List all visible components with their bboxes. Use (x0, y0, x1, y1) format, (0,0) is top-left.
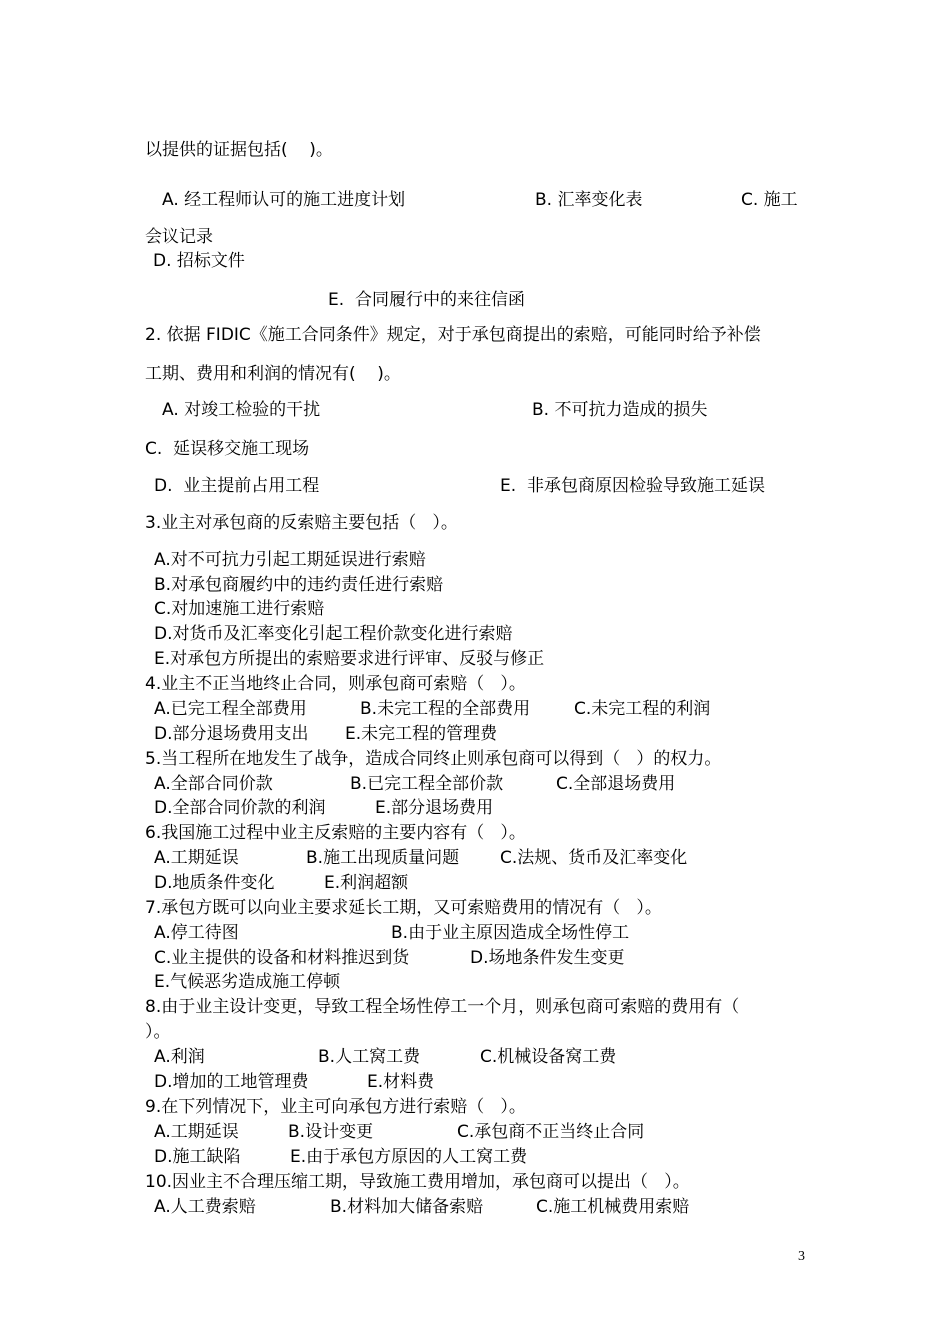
q7-option-d: D.场地条件发生变更 (470, 948, 625, 968)
q2-option-c: C. 延误移交施工现场 (145, 439, 310, 459)
q2-stem-line1: 2. 依据 FIDIC《施工合同条件》规定，对于承包商提出的索赔，可能同时给予补偿 (145, 325, 761, 345)
q2-option-d: D. 业主提前占用工程 (154, 476, 320, 496)
q3-option-c: C.对加速施工进行索赔 (154, 599, 325, 619)
q10-option-a: A.人工费索赔 (154, 1197, 256, 1217)
q4-option-a: A.已完工程全部费用 (154, 699, 307, 719)
q5-option-d: D.全部合同价款的利润 (154, 798, 326, 818)
q4-option-b: B.未完工程的全部费用 (360, 699, 531, 719)
q2-option-a: A. 对竣工检验的干扰 (162, 400, 321, 420)
q5-option-e: E.部分退场费用 (375, 798, 494, 818)
q1-stem-tail: 以提供的证据包括( )。 (145, 140, 333, 160)
q3-option-a: A.对不可抗力引起工期延误进行索赔 (154, 550, 426, 570)
q3-option-e: E.对承包方所提出的索赔要求进行评审、反驳与修正 (154, 649, 545, 669)
q5-option-b: B.已完工程全部价款 (350, 774, 504, 794)
q9-option-a: A.工期延误 (154, 1122, 239, 1142)
q7-option-a: A.停工待图 (154, 923, 239, 943)
q9-option-b: B.设计变更 (288, 1122, 374, 1142)
q4-option-d: D.部分退场费用支出 (154, 724, 309, 744)
q8-stem-line1: 8.由于业主设计变更，导致工程全场性停工一个月，则承包商可索赔的费用有（ (145, 997, 740, 1017)
q4-option-c: C.未完工程的利润 (574, 699, 711, 719)
q2-option-b: B. 不可抗力造成的损失 (532, 400, 708, 420)
q1-option-a: A. 经工程师认可的施工进度计划 (162, 190, 406, 210)
q2-stem-line2: 工期、费用和利润的情况有( )。 (145, 364, 401, 384)
q1-option-c: C. 施工 (741, 190, 798, 210)
q8-stem-line2: ）。 (145, 1022, 171, 1042)
q5-option-c: C.全部退场费用 (556, 774, 676, 794)
q6-option-b: B.施工出现质量问题 (306, 848, 460, 868)
q4-option-e: E.未完工程的管理费 (345, 724, 498, 744)
q1-option-b: B. 汇率变化表 (535, 190, 643, 210)
q2-option-e: E. 非承包商原因检验导致施工延误 (500, 476, 765, 496)
q7-option-b: B.由于业主原因造成全场性停工 (391, 923, 630, 943)
q9-option-e: E.由于承包方原因的人工窝工费 (290, 1147, 528, 1167)
q1-option-d: D. 招标文件 (153, 251, 245, 271)
q5-stem: 5.当工程所在地发生了战争，造成合同终止则承包商可以得到（ ）的权力。 (145, 749, 722, 769)
q6-stem: 6.我国施工过程中业主反索赔的主要内容有（ ）。 (145, 823, 526, 843)
q8-option-a: A.利润 (154, 1047, 205, 1067)
q6-option-c: C.法规、货币及汇率变化 (500, 848, 688, 868)
q9-option-c: C.承包商不正当终止合同 (457, 1122, 645, 1142)
q1-option-c-cont: 会议记录 (145, 227, 213, 247)
q1-option-e: E. 合同履行中的来往信函 (328, 290, 525, 310)
q8-option-c: C.机械设备窝工费 (480, 1047, 617, 1067)
q4-stem: 4.业主不正当地终止合同，则承包商可索赔（ ）。 (145, 674, 526, 694)
q3-option-b: B.对承包商履约中的违约责任进行索赔 (154, 575, 444, 595)
q5-option-a: A.全部合同价款 (154, 774, 273, 794)
q9-stem: 9.在下列情况下，业主可向承包方进行索赔（ ）。 (145, 1097, 526, 1117)
q8-option-b: B.人工窝工费 (318, 1047, 421, 1067)
q6-option-d: D.地质条件变化 (154, 873, 275, 893)
q7-option-c: C.业主提供的设备和材料推迟到货 (154, 948, 410, 968)
page-number: 3 (798, 1249, 805, 1264)
q3-stem: 3.业主对承包商的反索赔主要包括（ ）。 (145, 513, 458, 533)
q7-stem: 7.承包方既可以向业主要求延长工期，又可索赔费用的情况有（ ）。 (145, 898, 662, 918)
q8-option-d: D.增加的工地管理费 (154, 1072, 309, 1092)
q8-option-e: E.材料费 (367, 1072, 435, 1092)
q7-option-e: E.气候恶劣造成施工停顿 (154, 972, 341, 992)
q6-option-e: E.利润超额 (324, 873, 409, 893)
q10-option-c: C.施工机械费用索赔 (536, 1197, 690, 1217)
q6-option-a: A.工期延误 (154, 848, 239, 868)
q9-option-d: D.施工缺陷 (154, 1147, 241, 1167)
q3-option-d: D.对货币及汇率变化引起工程价款变化进行索赔 (154, 624, 513, 644)
q10-option-b: B.材料加大储备索赔 (330, 1197, 484, 1217)
q10-stem: 10.因业主不合理压缩工期，导致施工费用增加，承包商可以提出（ ）。 (145, 1172, 690, 1192)
